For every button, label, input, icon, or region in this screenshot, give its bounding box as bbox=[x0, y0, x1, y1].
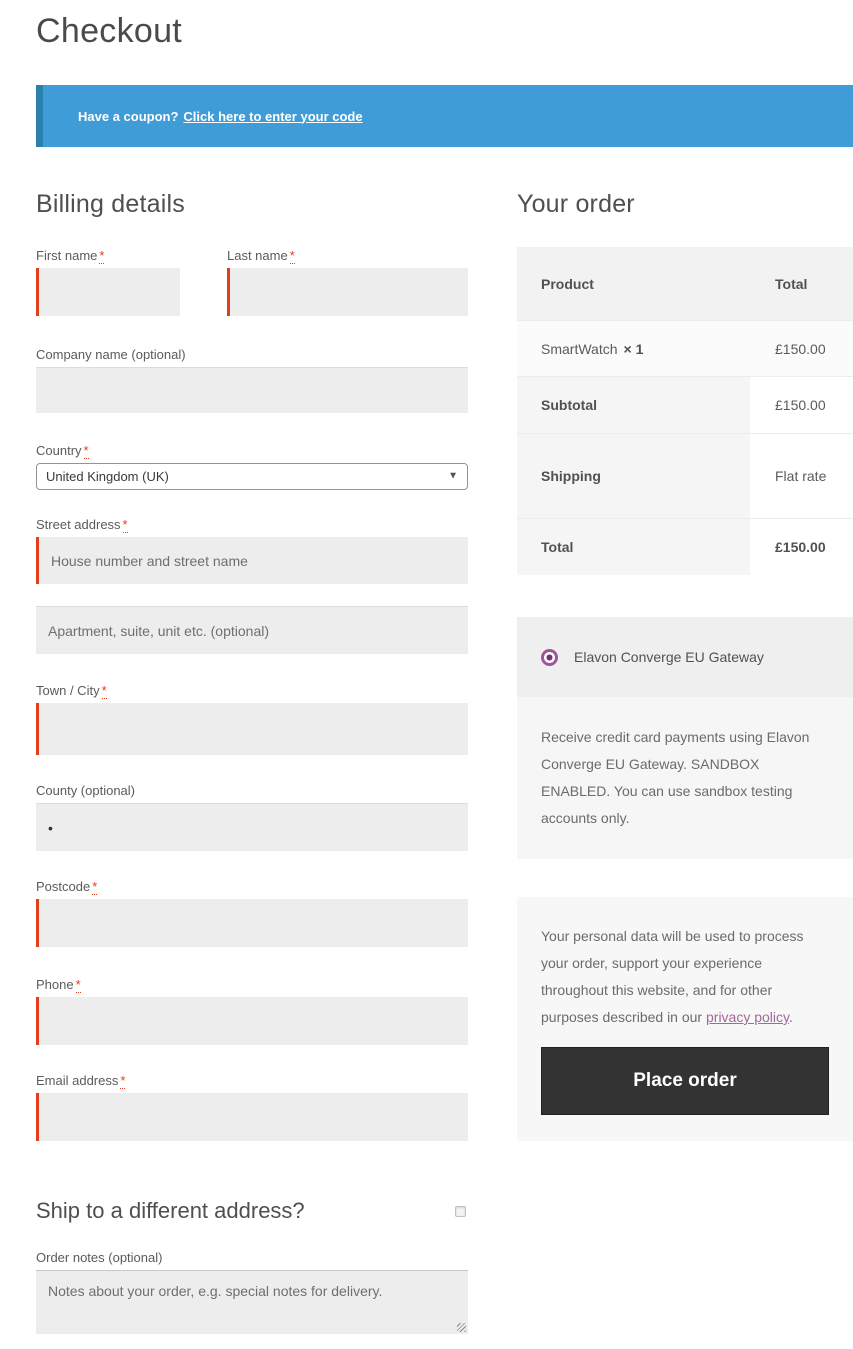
subtotal-label: Subtotal bbox=[517, 377, 750, 433]
subtotal-value: £150.00 bbox=[775, 397, 826, 413]
street-address-label-text: Street address bbox=[36, 517, 121, 532]
privacy-text: Your personal data will be used to process your order, support your experience throughout this website, and for other purposes described in our bbox=[541, 928, 804, 1025]
postcode-label bbox=[36, 879, 468, 894]
payment-description: Receive credit card payments using Elavon Converge EU Gateway. SANDBOX ENABLED. You can use sandbox testing accounts only. bbox=[517, 697, 853, 859]
city-field bbox=[36, 683, 468, 755]
email-label bbox=[36, 1073, 468, 1088]
postcode-field bbox=[36, 879, 468, 947]
city-input[interactable] bbox=[36, 703, 468, 755]
payment-method-label: Elavon Converge EU Gateway bbox=[574, 649, 764, 665]
privacy-text-end: . bbox=[789, 1009, 793, 1025]
billing-section bbox=[36, 190, 468, 1334]
total-value: £150.00 bbox=[775, 539, 826, 555]
country-selected-value: United Kingdom (UK) bbox=[46, 469, 169, 484]
order-table bbox=[517, 247, 853, 575]
email-input[interactable] bbox=[36, 1093, 468, 1141]
required-mark: * bbox=[92, 879, 98, 894]
company-label: Company name (optional) bbox=[36, 347, 186, 362]
apartment-field bbox=[36, 606, 468, 654]
phone-label bbox=[36, 977, 468, 992]
payment-method-row[interactable] bbox=[517, 617, 853, 697]
your-order-heading: Your order bbox=[517, 190, 635, 218]
country-label bbox=[36, 443, 468, 458]
table-row bbox=[517, 433, 853, 518]
country-label-text: Country bbox=[36, 443, 82, 458]
street-address-field bbox=[36, 517, 468, 584]
required-mark: * bbox=[75, 977, 81, 992]
order-notes-label: Order notes (optional) bbox=[36, 1250, 163, 1265]
postcode-input[interactable] bbox=[36, 899, 468, 947]
billing-heading: Billing details bbox=[36, 190, 185, 218]
street-address-input[interactable] bbox=[36, 537, 468, 584]
place-order-button[interactable]: Place order bbox=[541, 1047, 829, 1115]
first-name-field bbox=[36, 248, 180, 316]
product-column-header: Product bbox=[541, 275, 594, 292]
company-input[interactable] bbox=[36, 367, 468, 413]
last-name-field bbox=[227, 248, 468, 316]
country-field bbox=[36, 443, 468, 490]
order-footer-panel bbox=[517, 897, 853, 1141]
required-mark: * bbox=[99, 248, 105, 263]
apartment-input[interactable] bbox=[36, 606, 468, 654]
shipping-label: Shipping bbox=[517, 434, 750, 518]
total-label: Total bbox=[517, 519, 750, 575]
page-title: Checkout bbox=[36, 12, 183, 50]
street-address-label bbox=[36, 517, 468, 532]
product-name: SmartWatch bbox=[541, 340, 618, 357]
phone-field bbox=[36, 977, 468, 1045]
order-table-header bbox=[517, 247, 853, 320]
email-label-text: Email address bbox=[36, 1073, 119, 1088]
county-label: County (optional) bbox=[36, 783, 135, 798]
privacy-notice bbox=[541, 923, 829, 1031]
table-row bbox=[517, 518, 853, 575]
order-review-section bbox=[517, 190, 853, 1141]
first-name-label-text: First name bbox=[36, 248, 98, 263]
first-name-input[interactable] bbox=[36, 268, 180, 316]
coupon-toggle-link[interactable]: Click here to enter your code bbox=[183, 108, 363, 124]
required-mark: * bbox=[101, 683, 107, 698]
ship-different-heading bbox=[36, 1198, 468, 1224]
country-select[interactable] bbox=[36, 463, 468, 490]
email-field bbox=[36, 1073, 468, 1141]
last-name-input[interactable] bbox=[227, 268, 468, 316]
coupon-banner-text: Have a coupon? bbox=[78, 108, 179, 124]
required-mark: * bbox=[120, 1073, 126, 1088]
city-label bbox=[36, 683, 468, 698]
coupon-banner bbox=[36, 85, 853, 147]
ship-different-address-checkbox[interactable] bbox=[455, 1206, 466, 1217]
phone-label-text: Phone bbox=[36, 977, 74, 992]
company-field bbox=[36, 347, 468, 413]
privacy-policy-link[interactable]: privacy policy bbox=[706, 1009, 789, 1025]
first-name-label bbox=[36, 248, 180, 263]
county-input[interactable] bbox=[36, 803, 468, 851]
phone-input[interactable] bbox=[36, 997, 468, 1045]
city-label-text: Town / City bbox=[36, 683, 100, 698]
shipping-value: Flat rate bbox=[775, 468, 827, 484]
required-mark: * bbox=[289, 248, 295, 263]
order-notes-textarea[interactable] bbox=[36, 1270, 468, 1334]
line-item-total: £150.00 bbox=[775, 340, 826, 357]
county-field bbox=[36, 783, 468, 851]
required-mark: * bbox=[122, 517, 128, 532]
product-quantity: × 1 bbox=[623, 340, 644, 357]
postcode-label-text: Postcode bbox=[36, 879, 91, 894]
last-name-label bbox=[227, 248, 468, 263]
line-item-name bbox=[517, 321, 750, 376]
required-mark: * bbox=[83, 443, 89, 458]
chevron-down-icon: ▼ bbox=[448, 470, 458, 482]
table-row bbox=[517, 376, 853, 433]
order-notes-field bbox=[36, 1250, 468, 1334]
table-row bbox=[517, 320, 853, 376]
total-column-header: Total bbox=[775, 275, 808, 292]
last-name-label-text: Last name bbox=[227, 248, 288, 263]
radio-selected-icon[interactable] bbox=[541, 649, 558, 666]
ship-different-heading-text: Ship to a different address? bbox=[36, 1198, 305, 1223]
